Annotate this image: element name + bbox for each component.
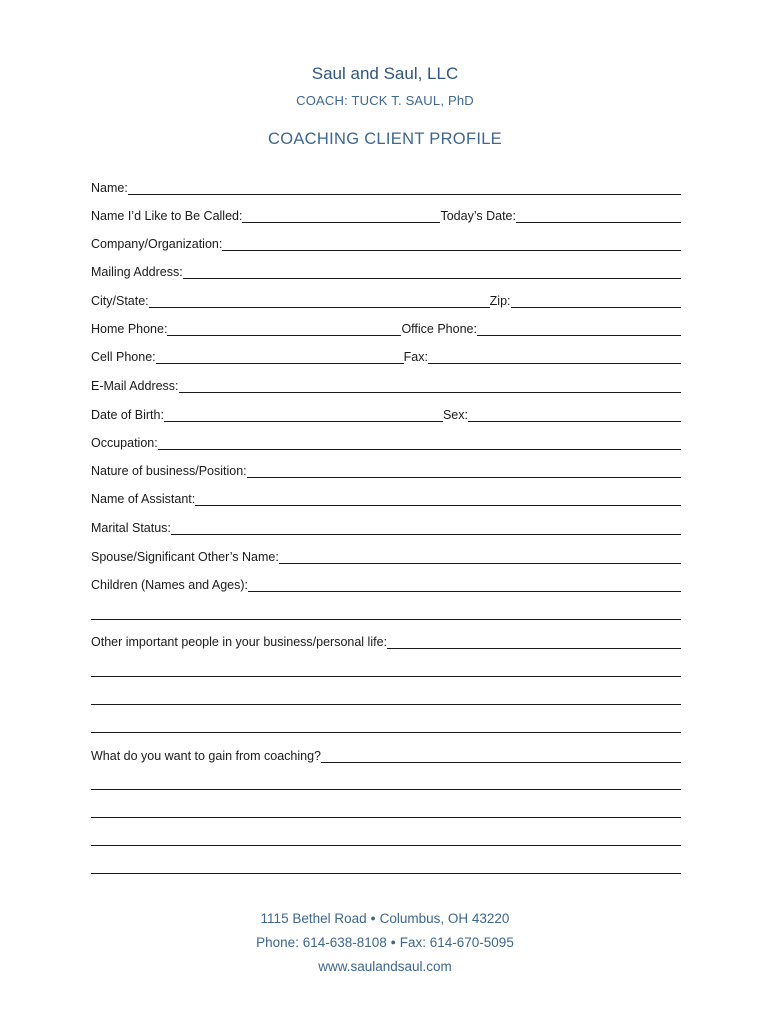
name-label: Name: [91, 181, 128, 195]
cell-phone-label: Cell Phone: [91, 350, 156, 364]
marital-label: Marital Status: [91, 521, 171, 535]
gain-extra-line[interactable] [91, 873, 681, 874]
mailing-label: Mailing Address: [91, 265, 183, 279]
bullet-separator: ● [370, 913, 376, 923]
other-people-field[interactable] [387, 647, 681, 649]
other-people-row [91, 631, 681, 651]
children-row [91, 574, 681, 594]
gain-field[interactable] [321, 761, 681, 763]
marital-field[interactable] [171, 533, 681, 535]
other-people-extra-line[interactable] [91, 704, 681, 705]
phone-row [91, 318, 681, 338]
city-state-field[interactable] [149, 306, 490, 308]
cell-phone-field[interactable] [156, 362, 404, 364]
assistant-row [91, 488, 681, 508]
home-phone-label: Home Phone: [91, 322, 168, 336]
home-phone-field[interactable] [167, 334, 401, 336]
form-title: COACHING CLIENT PROFILE [268, 130, 502, 148]
called-field[interactable] [242, 221, 440, 223]
children-field[interactable] [248, 590, 681, 592]
spouse-label: Spouse/Significant Other’s Name: [91, 550, 279, 564]
dob-field[interactable] [164, 420, 443, 422]
mailing-row [91, 261, 681, 281]
gain-extra-line[interactable] [91, 845, 681, 846]
todays-date-label: Today’s Date: [440, 209, 516, 223]
fax-field[interactable] [428, 362, 681, 364]
city-state-label: City/State: [91, 294, 149, 308]
company-row [91, 233, 681, 253]
fax-label: Fax: [403, 350, 428, 364]
children-label: Children (Names and Ages): [91, 578, 249, 592]
nature-row [91, 460, 681, 480]
occupation-row [91, 432, 681, 452]
office-phone-label: Office Phone: [401, 322, 477, 336]
gain-label: What do you want to gain from coaching? [91, 749, 321, 763]
sex-label: Sex: [442, 408, 468, 422]
other-people-extra-line[interactable] [91, 732, 681, 733]
footer-website[interactable]: www.saulandsaul.com [318, 959, 452, 974]
assistant-field[interactable] [195, 504, 681, 506]
occupation-field[interactable] [158, 448, 681, 450]
called-row [91, 205, 681, 225]
company-label: Company/Organization: [91, 237, 223, 251]
footer-phone: Phone: 614-638-8108 [256, 935, 387, 950]
name-field[interactable] [128, 193, 681, 195]
mailing-field[interactable] [183, 277, 681, 279]
zip-field[interactable] [511, 306, 681, 308]
sex-field[interactable] [468, 420, 681, 422]
footer-city: Columbus, OH 43220 [379, 911, 510, 926]
cell-fax-row [91, 346, 681, 366]
email-row [91, 375, 681, 395]
coach-name: COACH: TUCK T. SAUL, PhD [296, 93, 474, 108]
other-people-extra-line[interactable] [91, 676, 681, 677]
dob-row [91, 404, 681, 424]
footer-fax: Fax: 614-670-5095 [399, 935, 514, 950]
assistant-label: Name of Assistant: [91, 492, 196, 506]
zip-label: Zip: [489, 294, 511, 308]
nature-label: Nature of business/Position: [91, 464, 247, 478]
footer-address-line [0, 911, 770, 926]
office-phone-field[interactable] [477, 334, 681, 336]
nature-field[interactable] [247, 476, 681, 478]
spouse-row [91, 546, 681, 566]
email-label: E-Mail Address: [91, 379, 179, 393]
company-field[interactable] [222, 249, 681, 251]
gain-row [91, 745, 681, 765]
todays-date-field[interactable] [516, 221, 681, 223]
city-state-row [91, 290, 681, 310]
name-row [91, 177, 681, 197]
gain-extra-line[interactable] [91, 789, 681, 790]
children-extra-line[interactable] [91, 619, 681, 620]
bullet-separator: ● [390, 937, 396, 947]
occupation-label: Occupation: [91, 436, 158, 450]
dob-label: Date of Birth: [91, 408, 164, 422]
company-name: Saul and Saul, LLC [311, 64, 459, 83]
email-field[interactable] [179, 391, 681, 393]
footer-contact-line [0, 935, 770, 950]
called-label: Name I’d Like to Be Called: [91, 209, 243, 223]
spouse-field[interactable] [279, 562, 681, 564]
gain-extra-line[interactable] [91, 817, 681, 818]
other-people-label: Other important people in your business/personal life: [91, 635, 387, 649]
marital-row [91, 517, 681, 537]
footer-street: 1115 Bethel Road [260, 911, 367, 926]
